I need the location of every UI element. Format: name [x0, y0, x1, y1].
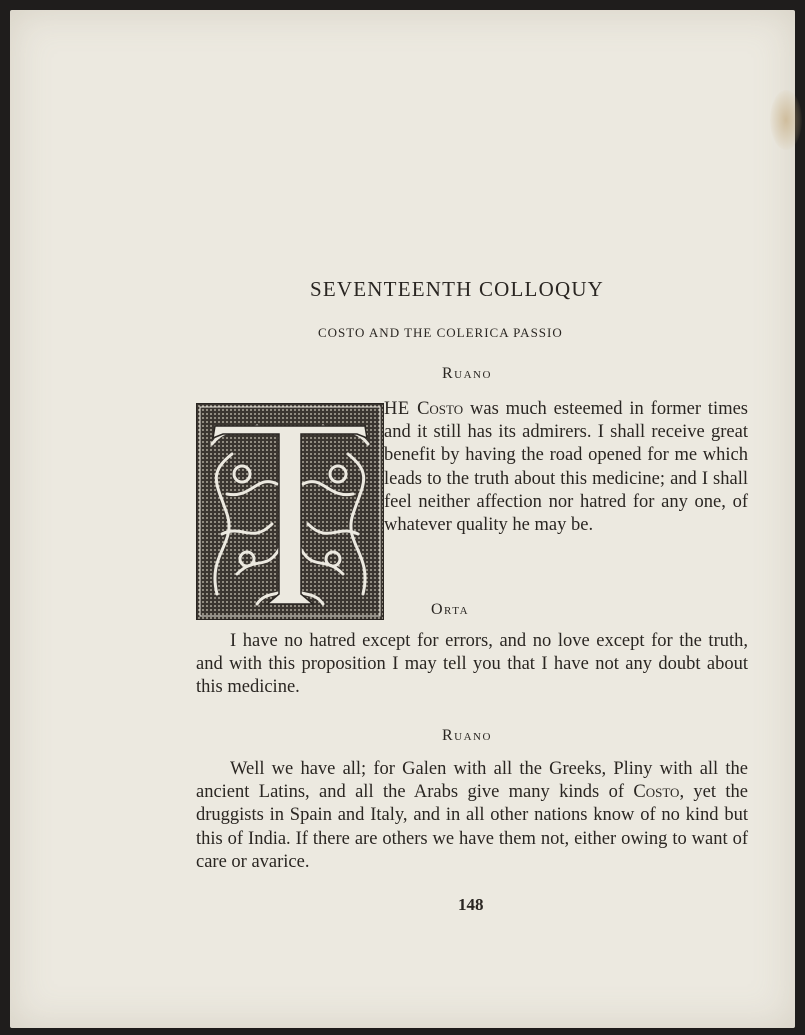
paragraph-ruano-1	[384, 398, 748, 537]
speaker-orta: Orta	[431, 601, 470, 618]
drop-cap-continuation: HE	[384, 399, 418, 419]
paragraph-body-a: Well we have all; for Galen with all the Greeks, Pliny with all the ancient Latins, and all the Arabs give many kinds of	[196, 759, 748, 803]
paragraph-ruano-2	[196, 758, 748, 874]
page-number: 148	[458, 895, 484, 914]
chapter-title: SEVENTEENTH COLLOQUY	[310, 277, 605, 301]
drop-cap-ornament-icon	[197, 404, 383, 619]
speaker-ruano: Ruano	[442, 365, 492, 382]
paragraph-body: was much esteemed in former times and it still has its admirers. I shall receive great benefit by having the road opened for me which leads to the truth about this medicine; and I shall feel neither affection nor hatred for any one, of whatever quality he may be.	[384, 399, 748, 536]
term-costo: Costo	[417, 399, 464, 419]
paragraph-orta: I have no hatred except for errors, and no love except for the truth, and with this proposition I may tell you that I have not any doubt about this medicine.	[196, 631, 748, 698]
chapter-subtitle: COSTO AND THE COLERICA PASSIO	[318, 325, 563, 340]
speaker-ruano-2: Ruano	[442, 727, 492, 744]
term-costo-2: Costo	[633, 782, 680, 803]
ornamental-drop-cap	[196, 403, 384, 620]
age-stain	[770, 90, 802, 150]
paragraph-body-b: , yet the druggists in Spain and Italy, and in all other nations know of no kind but this of India. If there are others we have them not, either owing to want of care or avarice.	[196, 782, 748, 872]
